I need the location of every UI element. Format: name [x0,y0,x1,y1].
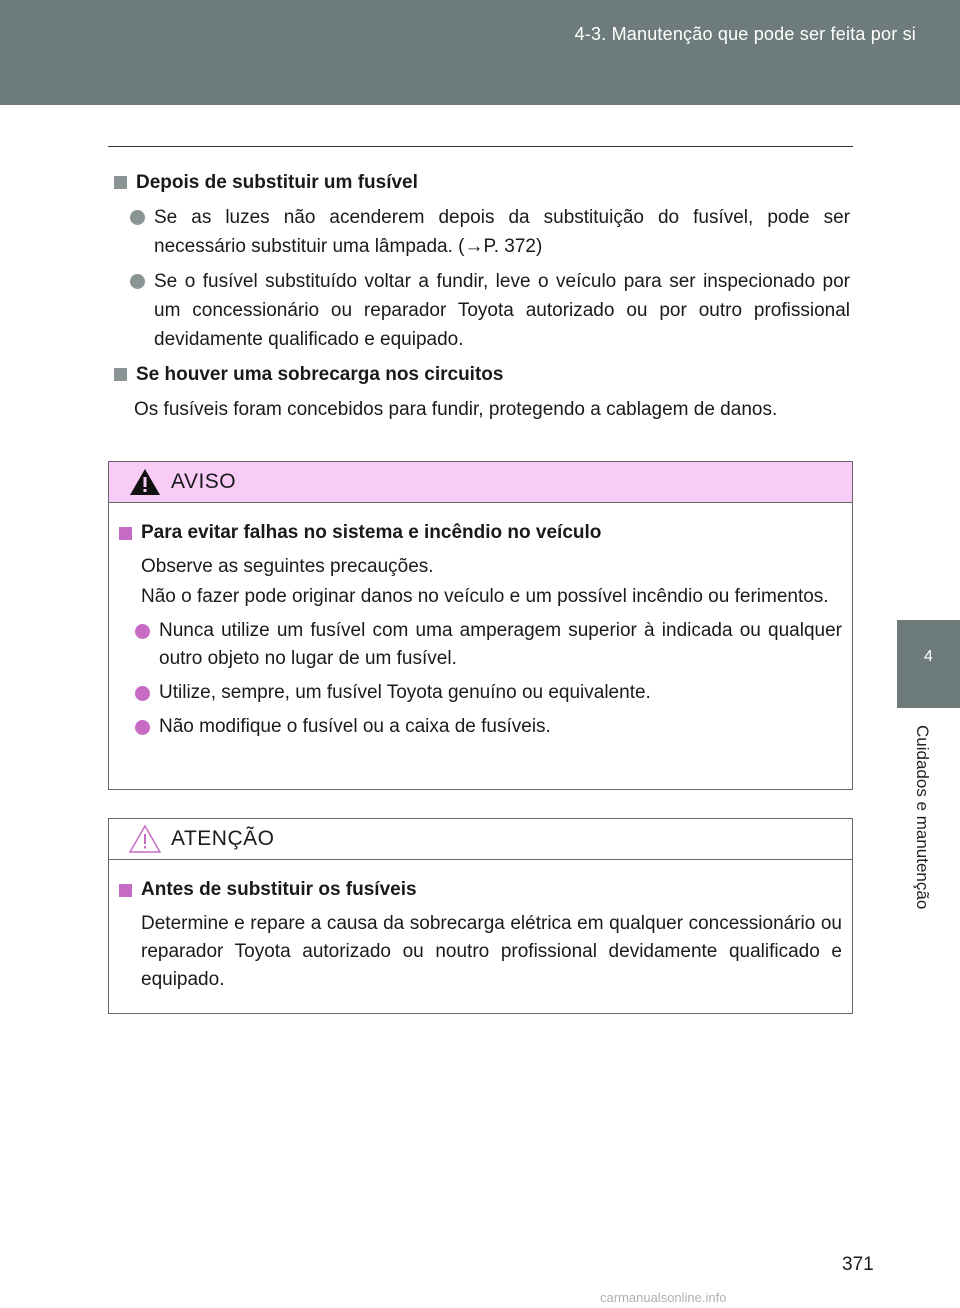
aviso-heading: Para evitar falhas no sistema e incêndio no veículo [117,519,842,547]
warning-triangle-outline-icon [129,824,161,854]
paragraph: Não o fazer pode originar danos no veículo e um possível incêndio ou ferimentos. [141,586,829,607]
square-bullet-icon [114,176,127,189]
header-band [0,0,960,105]
list-item: Se as luzes não acenderem depois da substituição do fusível, pode ser necessário substituir uma lâmpada. (→P. 372) [112,203,850,261]
section-heading: Depois de substituir um fusível [112,168,850,197]
watermark: carmanualsonline.info [600,1290,727,1305]
warning-triangle-icon [129,467,161,497]
round-bullet-icon [130,210,145,225]
round-bullet-icon [135,720,150,735]
list-item: Não modifique o fusível ou a caixa de fusíveis. [117,713,842,741]
chapter-label: Cuidados e manutenção [913,725,932,910]
atencao-body [109,860,852,1012]
round-bullet-icon [135,624,150,639]
aviso-body [109,503,852,759]
section-heading: Se houver uma sobrecarga nos circuitos [112,360,850,389]
list-item: Nunca utilize um fusível com uma amperagem superior à indicada ou qualquer outro objeto no lugar de um fusível. [117,617,842,673]
paragraph: Observe as seguintes precauções. [141,556,434,577]
atencao-header [109,819,852,860]
square-bullet-icon [119,527,132,540]
square-bullet-icon [114,368,127,381]
round-bullet-icon [130,274,145,289]
atencao-title: ATENÇÃO [171,827,275,850]
chapter-number: 4 [924,648,933,665]
paragraph: Os fusíveis foram concebidos para fundir, protegendo a cablagem de danos. [134,399,778,420]
atencao-heading: Antes de substituir os fusíveis [117,876,842,904]
round-bullet-icon [135,686,150,701]
atencao-box [108,818,853,1014]
aviso-box [108,461,853,790]
section-title: 4-3. Manutenção que pode ser feita por si [574,24,916,44]
page-number: 371 [842,1254,874,1275]
top-rule [108,146,853,147]
section-after-replacing [112,168,850,424]
paragraph: Determine e repare a causa da sobrecarga elétrica em qualquer concessionário ou reparador Toyota autorizado ou noutro profissional devidamente qualificado e equipado. [141,913,842,990]
list-item: Se o fusível substituído voltar a fundir, leve o veículo para ser inspecionado por um concessionário ou reparador Toyota autorizado ou por outro profissional devidamente qualificado e equipado. [112,267,850,354]
aviso-title: AVISO [171,470,237,493]
square-bullet-icon [119,884,132,897]
aviso-header [109,462,852,503]
list-item: Utilize, sempre, um fusível Toyota genuíno ou equivalente. [117,679,842,707]
